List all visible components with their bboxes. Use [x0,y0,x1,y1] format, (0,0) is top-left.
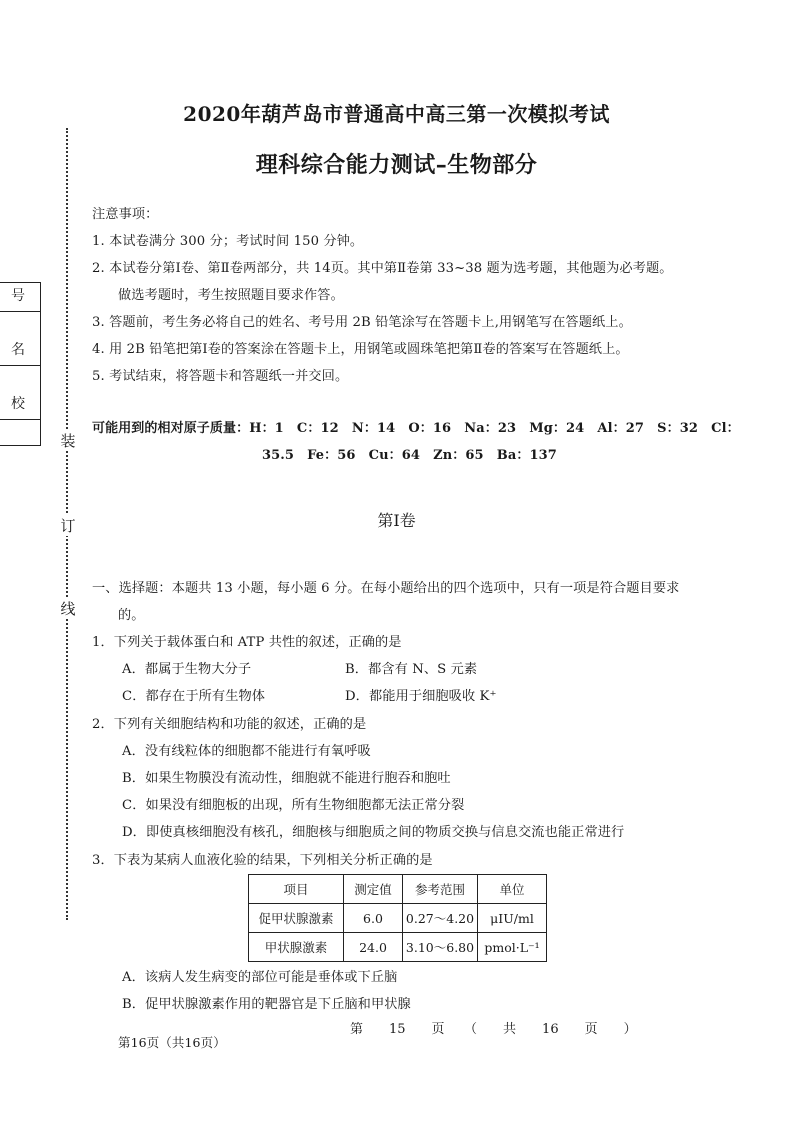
info-divider [0,419,40,420]
question-3-stem: 3．下表为某病人血液化验的结果，下列相关分析正确的是 [92,853,433,868]
info-divider [0,365,40,366]
part1-instructions: 一、选择题：本题共 13 小题，每小题 6 分。在每小题给出的四个选项中，只有一项是符合题目要求 [92,581,680,596]
atomic-mass-line-1: 可能用到的相对原子质量：H：1 C：12 N：14 O：16 Na：23 Mg：24 Al：27 S：32 Cl： [92,421,740,436]
question-2-option-d: D．即使真核细胞没有核孔，细胞核与细胞质之间的物质交换与信息交流也能正常进行 [122,825,625,840]
page-number-left: 第16页（共16页） [118,1035,226,1050]
table-cell: 甲状腺激素 [249,933,344,962]
table-header-row [249,875,547,904]
notice-item-4: 4. 用 2B 铅笔把第Ⅰ卷的答案涂在答题卡上，用钢笔或圆珠笔把第Ⅱ卷的答案写在答题纸上。 [92,342,629,357]
section-title: 第Ⅰ卷 [377,511,416,530]
question-1-option-b: B．都含有 N、S 元素 [345,662,478,677]
notice-item-5: 5. 考试结束，将答题卡和答题纸一并交回。 [92,369,349,384]
table-header-cell: 测定值 [344,875,403,904]
notice-item-2: 2. 本试卷分第Ⅰ卷、第Ⅱ卷两部分，共 14页。其中第Ⅱ卷第 33~38 题为选考题，其他题为必考题。 [92,261,673,276]
table-row [249,904,547,933]
notice-item-2-cont: 做选考题时，考生按照题目要求作答。 [118,288,344,303]
blood-test-table [248,874,547,962]
part1-instructions-cont: 的。 [118,608,145,623]
notice-heading: 注意事项： [92,207,159,222]
info-label-school: 校 [11,396,25,412]
table-cell: pmol·L⁻¹ [478,933,547,962]
table-header-cell: 项目 [249,875,344,904]
binding-char-xian: 线 [60,600,76,618]
question-3-option-a: A．该病人发生病变的部位可能是垂体或下丘脑 [122,970,398,985]
question-1-option-c: C．都存在于所有生物体 [122,689,266,704]
atomic-mass-line-2: 35.5 Fe：56 Cu：64 Zn：65 Ba：137 [262,448,557,463]
info-label-name: 名 [11,342,25,358]
question-2-option-a: A．没有线粒体的细胞都不能进行有氧呼吸 [122,744,371,759]
question-2-option-b: B．如果生物膜没有流动性，细胞就不能进行胞吞和胞吐 [122,771,451,786]
exam-subtitle: 理科综合能力测试–生物部分 [255,152,538,178]
table-header-cell: 单位 [478,875,547,904]
info-label-number: 号 [11,288,25,304]
table-row [249,933,547,962]
binding-char-ding: 订 [60,517,76,535]
table-cell: 0.27～4.20 [403,904,478,933]
question-1-option-a: A．都属于生物大分子 [122,662,252,677]
question-1-option-d: D．都能用于细胞吸收 K⁺ [345,689,497,704]
question-2-stem: 2．下列有关细胞结构和功能的叙述，正确的是 [92,717,367,732]
table-cell: 3.10～6.80 [403,933,478,962]
notice-item-1: 1. 本试卷满分 300 分；考试时间 150 分钟。 [92,234,364,249]
table-cell: 6.0 [344,904,403,933]
binding-char-zhuang: 装 [60,432,76,450]
table-header-cell: 参考范围 [403,875,478,904]
page-number-center: 第 15 页 （ 共 16 页 ） [350,1022,637,1037]
table-cell: 24.0 [344,933,403,962]
table-cell: μIU/ml [478,904,547,933]
question-2-option-c: C．如果没有细胞板的出现，所有生物细胞都无法正常分裂 [122,798,465,813]
notice-item-3: 3. 答题前，考生务必将自己的姓名、考号用 2B 铅笔涂写在答题卡上,用钢笔写在答题纸上。 [92,315,632,330]
question-1-stem: 1．下列关于载体蛋白和 ATP 共性的叙述，正确的是 [92,635,402,650]
info-divider [0,311,40,312]
question-3-option-b: B．促甲状腺激素作用的靶器官是下丘脑和甲状腺 [122,997,411,1012]
table-cell: 促甲状腺激素 [249,904,344,933]
exam-title: 2020年葫芦岛市普通高中高三第一次模拟考试 [183,102,610,126]
student-info-box [0,282,41,446]
